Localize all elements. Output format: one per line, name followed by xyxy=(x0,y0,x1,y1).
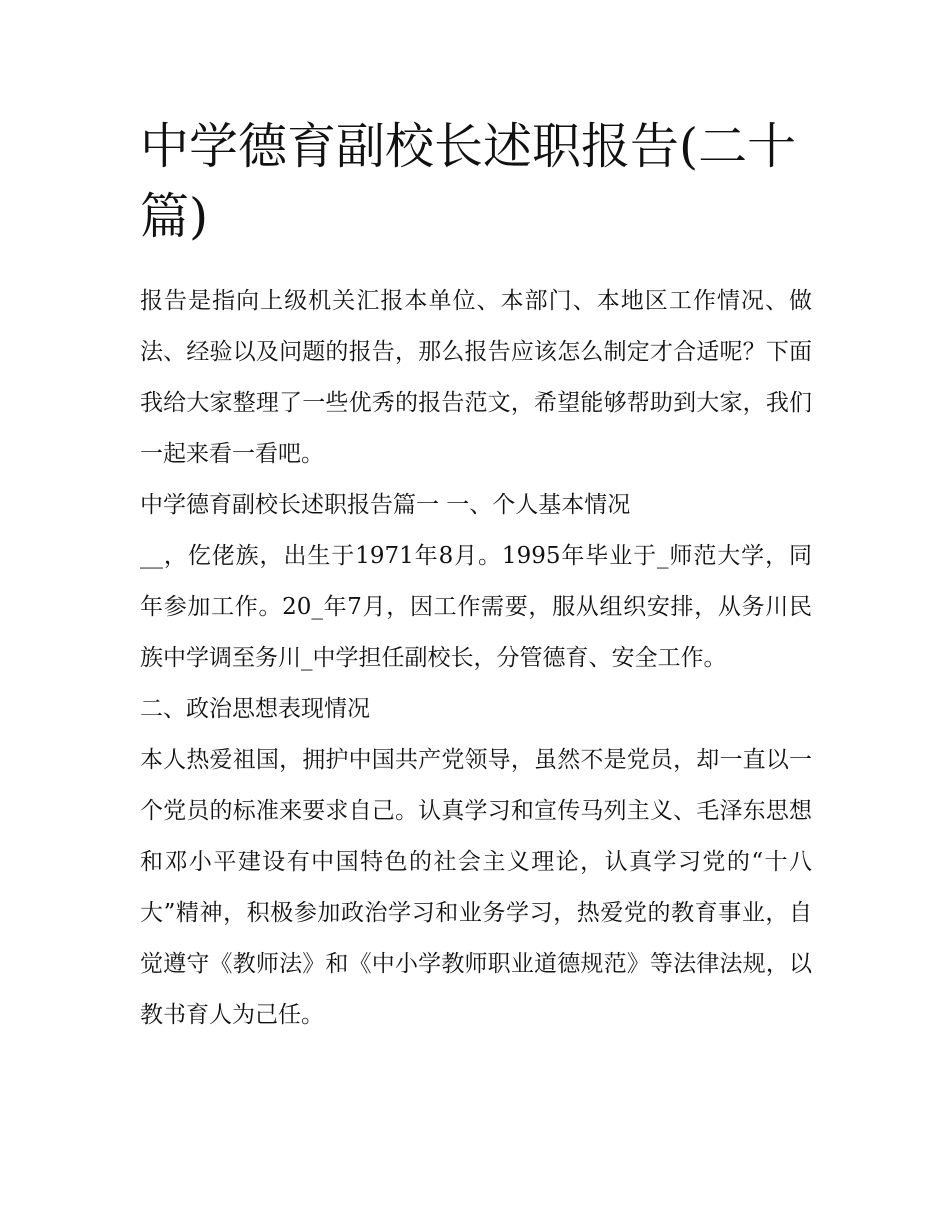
section-heading-personal-info: 中学德育副校长述职报告篇一 一、个人基本情况 xyxy=(140,492,631,518)
document-title: 中学德育副校长述职报告(二十篇) xyxy=(140,118,797,245)
document-page xyxy=(140,112,812,1041)
section-heading-political: 二、政治思想表现情况 xyxy=(140,696,370,722)
intro-paragraph: 报告是指向上级机关汇报本单位、本部门、本地区工作情况、做法、经验以及问题的报告，那么报告应该怎么制定才合适呢？下面我给大家整理了一些优秀的报告范文，希望能够帮助到大家，我们一起来看一看吧。 xyxy=(140,288,812,467)
political-paragraph: 本人热爱祖国，拥护中国共产党领导，虽然不是党员，却一直以一个党员的标准来要求自己。认真学习和宣传马列主义、毛泽东思想和邓小平建设有中国特色的社会主义理论，认真学习党的“十八大”精神，积极参加政治学习和业务学习，热爱党的教育事业，自觉遵守《教师法》和《中小学教师职业道德规范》等法律法规，以教书育人为己任。 xyxy=(140,747,812,1028)
personal-info-paragraph: __，仡佬族，出生于1971年8月。1995年毕业于_师范大学，同年参加工作。20_年7月，因工作需要，服从组织安排，从务川民族中学调至务川_中学担任副校长，分管德育、安全工作。 xyxy=(140,543,812,671)
